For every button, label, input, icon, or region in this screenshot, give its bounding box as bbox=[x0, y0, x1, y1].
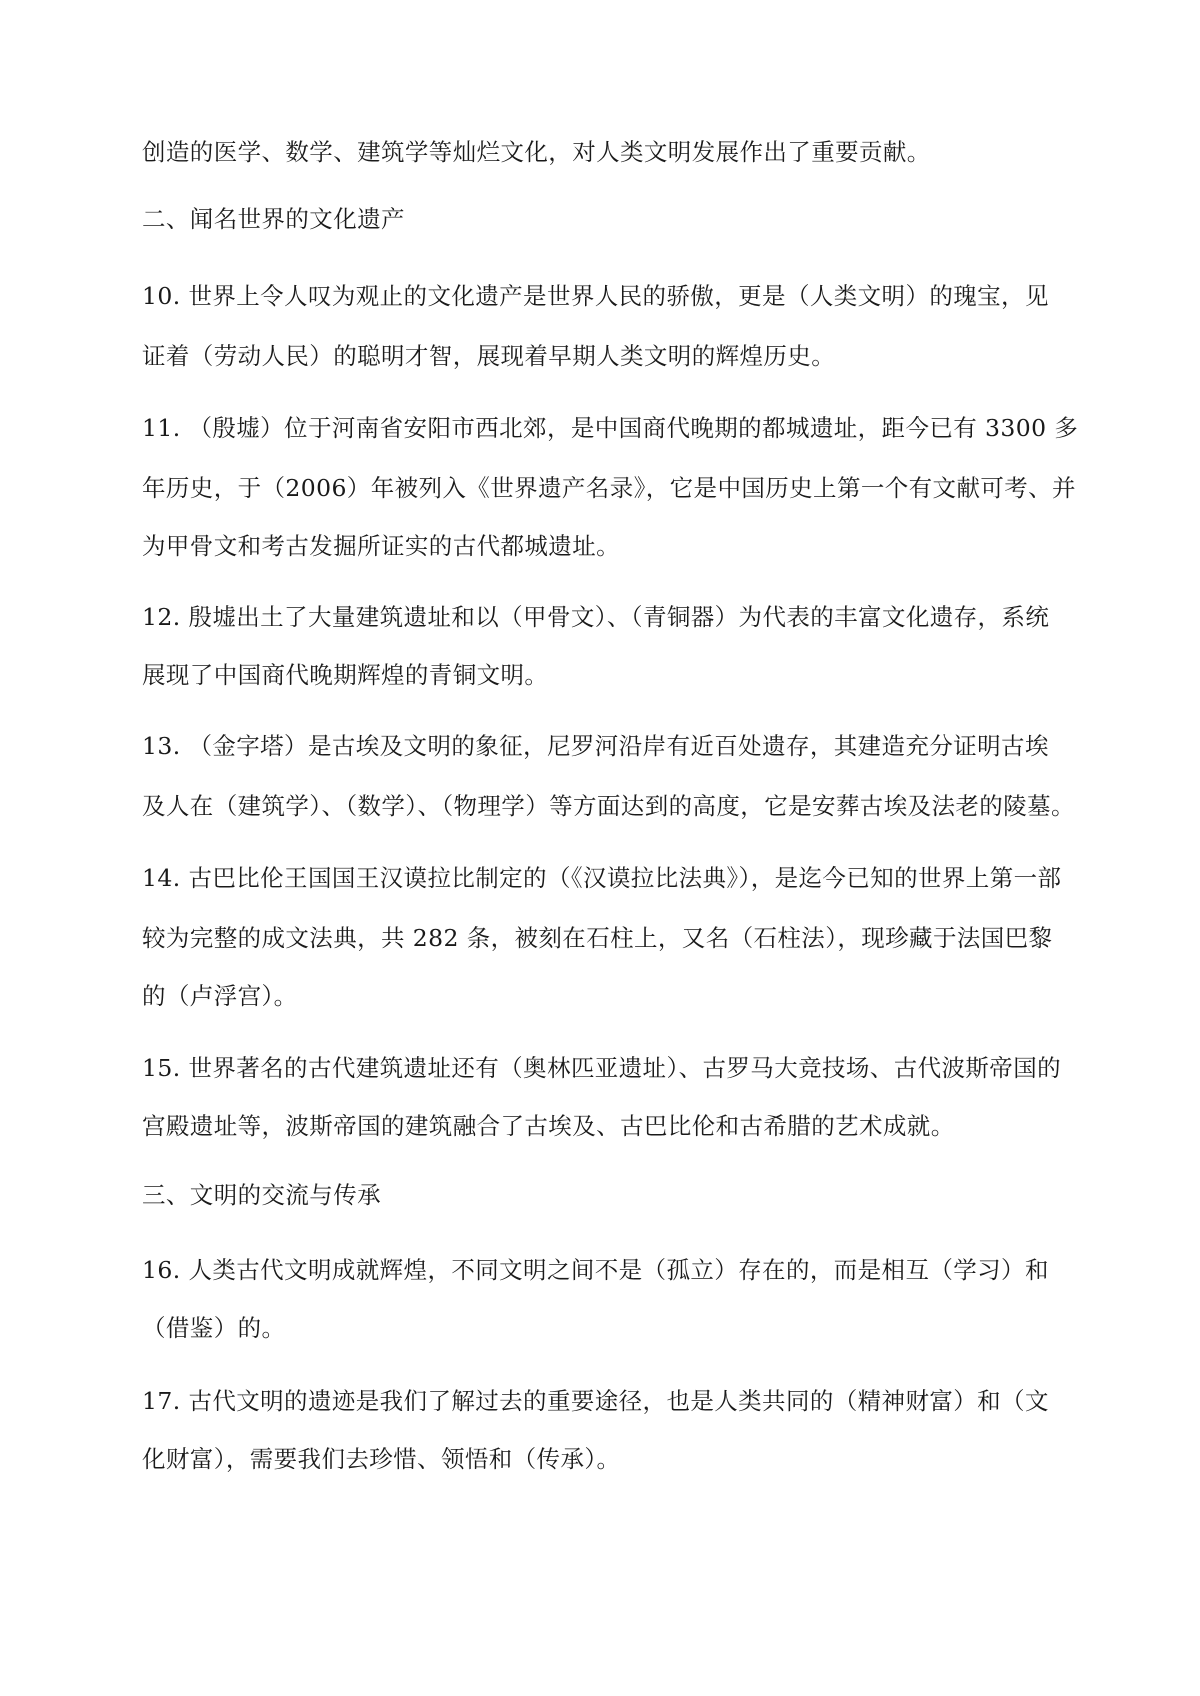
text-line: 17. 古代文明的遗迹是我们了解过去的重要途径，也是人类共同的（精神财富）和（文 bbox=[142, 1387, 1049, 1415]
text-line: 展现了中国商代晚期辉煌的青铜文明。 bbox=[142, 661, 549, 689]
text-line: 13. （金字塔）是古埃及文明的象征，尼罗河沿岸有近百处遗存，其建造充分证明古埃 bbox=[142, 732, 1049, 760]
text-line: 年历史，于（2006）年被列入《世界遗产名录》，它是中国历史上第一个有文献可考、并 bbox=[142, 474, 1076, 502]
text-line: 12. 殷墟出土了大量建筑遗址和以（甲骨文）、（青铜器）为代表的丰富文化遗存，系统 bbox=[142, 603, 1050, 631]
text-line: 宫殿遗址等，波斯帝国的建筑融合了古埃及、古巴比伦和古希腊的艺术成就。 bbox=[142, 1112, 955, 1140]
text-line: 16. 人类古代文明成就辉煌，不同文明之间不是（孤立）存在的，而是相互（学习）和 bbox=[142, 1256, 1049, 1284]
text-line: 为甲骨文和考古发掘所证实的古代都城遗址。 bbox=[142, 532, 620, 560]
section-heading: 三、文明的交流与传承 bbox=[142, 1181, 381, 1209]
text-line: 14. 古巴比伦王国国王汉谟拉比制定的（《汉谟拉比法典》），是迄今已知的世界上第一部 bbox=[142, 864, 1062, 892]
text-line: 创造的医学、数学、建筑学等灿烂文化，对人类文明发展作出了重要贡献。 bbox=[142, 138, 931, 166]
section-heading: 二、闻名世界的文化遗产 bbox=[142, 205, 405, 233]
text-line: 较为完整的成文法典，共 282 条，被刻在石柱上，又名（石柱法），现珍藏于法国巴黎 bbox=[142, 924, 1053, 952]
text-line: 10. 世界上令人叹为观止的文化遗产是世界人民的骄傲，更是（人类文明）的瑰宝，见 bbox=[142, 282, 1049, 310]
text-line: （借鉴）的。 bbox=[142, 1314, 286, 1342]
text-line: 化财富），需要我们去珍惜、领悟和（传承）。 bbox=[142, 1445, 621, 1473]
text-line: 证着（劳动人民）的聪明才智，展现着早期人类文明的辉煌历史。 bbox=[142, 342, 836, 370]
text-line: 的（卢浮宫）。 bbox=[142, 982, 298, 1010]
text-line: 15. 世界著名的古代建筑遗址还有（奥林匹亚遗址）、古罗马大竞技场、古代波斯帝国的 bbox=[142, 1054, 1061, 1082]
text-line: 及人在（建筑学）、（数学）、（物理学）等方面达到的高度，它是安葬古埃及法老的陵墓。 bbox=[142, 792, 1075, 820]
text-line: 11. （殷墟）位于河南省安阳市西北郊，是中国商代晚期的都城遗址，距今已有 3300 多 bbox=[142, 414, 1079, 442]
